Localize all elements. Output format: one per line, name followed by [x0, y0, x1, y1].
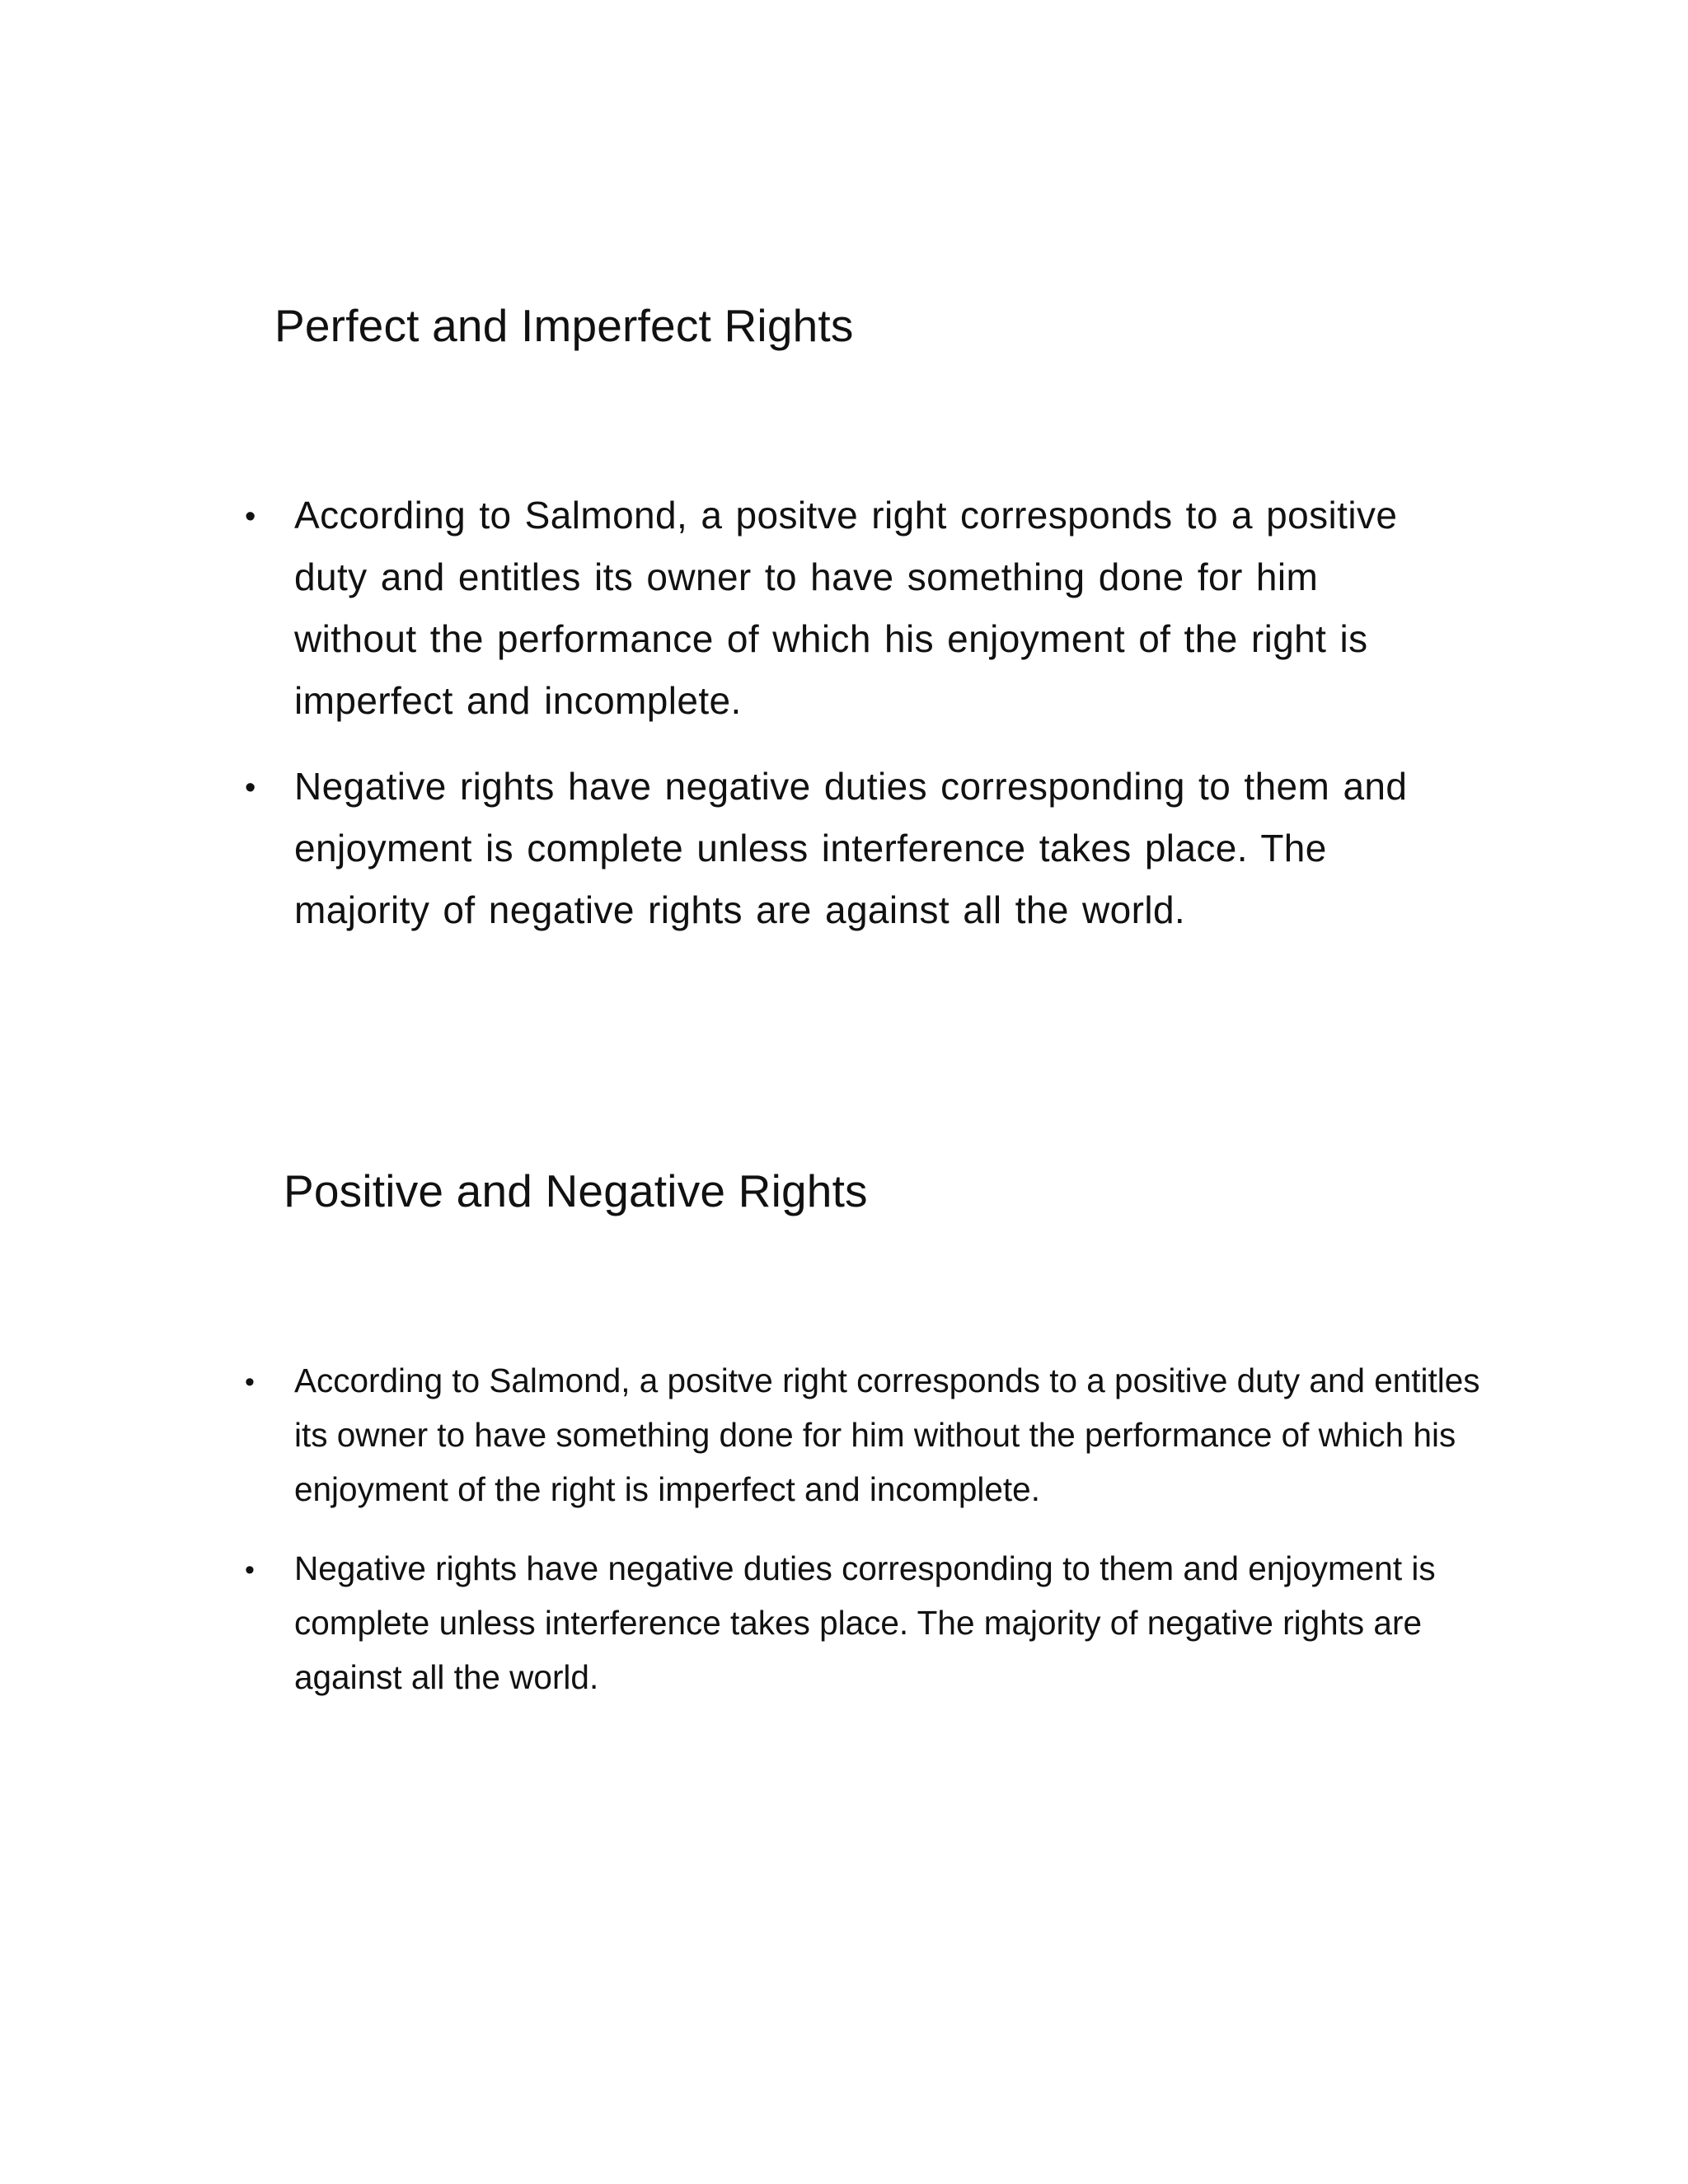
bullet-text: According to Salmond, a positve right corresponds to a positive duty and entitles its owner to have something done for him without the performance of which his enjoyment of the right is imperfect and incomplete.	[294, 1361, 1480, 1508]
bullet-text: According to Salmond, a positve right corresponds to a positive duty and entitles its owner to have something done for him without the performance of which his enjoyment of the right is imperfect and incomplete.	[294, 494, 1398, 722]
bullet-icon: •	[245, 499, 256, 534]
section-heading-positive-negative-rights: Positive and Negative Rights	[284, 1165, 868, 1216]
bullet-list-perfect-imperfect	[245, 485, 1448, 941]
bullet-text: Negative rights have negative duties corresponding to them and enjoyment is complete unless interference takes place. The majority of negative rights are against all the world.	[294, 1549, 1436, 1696]
list-item	[245, 1353, 1489, 1516]
bullet-icon: •	[245, 1554, 255, 1586]
bullet-list-positive-negative	[245, 1353, 1489, 1704]
bullet-icon: •	[245, 1366, 255, 1398]
bullet-icon: •	[245, 771, 256, 805]
list-item	[245, 1541, 1489, 1704]
list-item	[245, 485, 1448, 732]
bullet-text: Negative rights have negative duties corresponding to them and enjoyment is complete unless interference takes place. The majority of negative rights are against all the world.	[294, 765, 1408, 931]
list-item	[245, 756, 1448, 941]
section-heading-perfect-imperfect-rights: Perfect and Imperfect Rights	[274, 300, 854, 351]
